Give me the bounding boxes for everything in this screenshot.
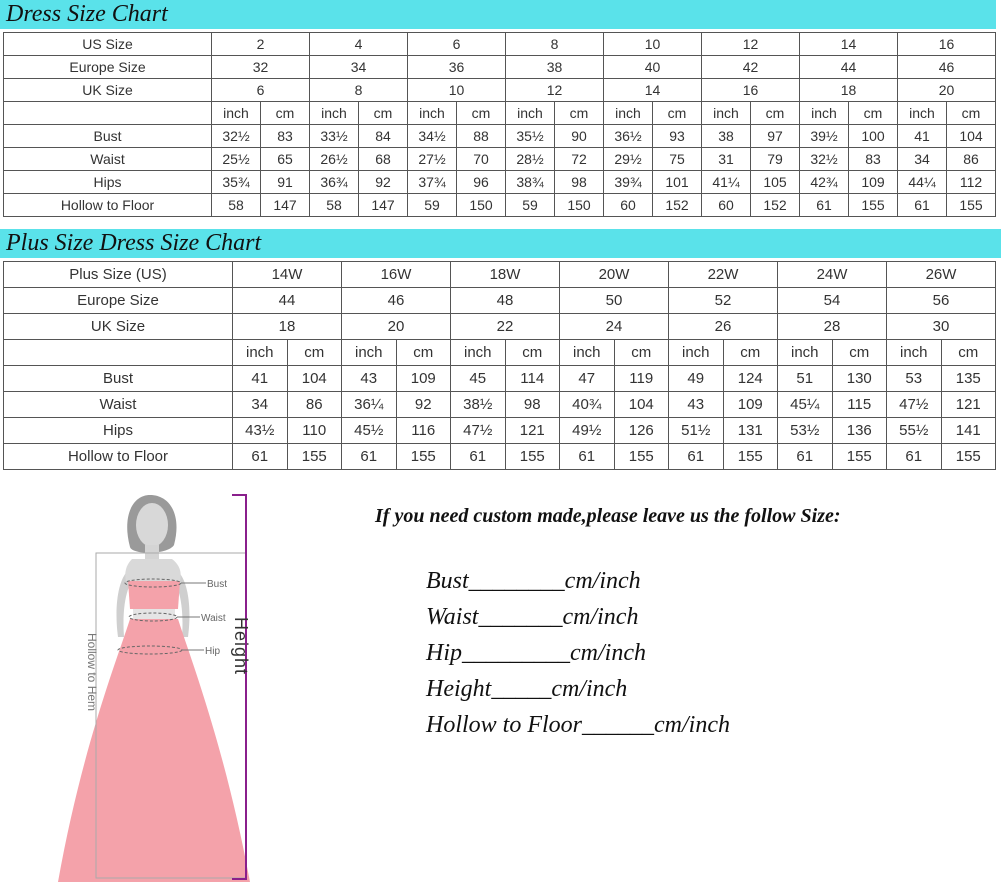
value-cell: 43 xyxy=(342,366,397,392)
value-cell: 53½ xyxy=(778,418,833,444)
value-cell: 61 xyxy=(560,444,615,470)
value-cell: 121 xyxy=(505,418,560,444)
row-label: Bust xyxy=(4,125,212,148)
table-row xyxy=(4,288,996,314)
unit-inch-cell: inch xyxy=(233,340,288,366)
value-cell: 27½ xyxy=(408,148,457,171)
value-cell: 33½ xyxy=(310,125,359,148)
value-cell: 155 xyxy=(396,444,451,470)
size-cell: 38 xyxy=(506,56,604,79)
plus-chart-title: Plus Size Dress Size Chart xyxy=(6,230,262,256)
size-cell: 32 xyxy=(212,56,310,79)
row-label xyxy=(4,340,233,366)
value-cell: 141 xyxy=(941,418,996,444)
value-cell: 34 xyxy=(898,148,947,171)
value-cell: 55½ xyxy=(887,418,942,444)
plus-size-table xyxy=(3,261,996,470)
size-cell: 10 xyxy=(604,33,702,56)
size-cell: 56 xyxy=(887,288,996,314)
dress-size-table xyxy=(3,32,996,217)
plus-size-chart-banner xyxy=(0,229,1001,258)
unit-cm-cell: cm xyxy=(359,102,408,125)
value-cell: 38¾ xyxy=(506,171,555,194)
row-label: Plus Size (US) xyxy=(4,262,233,288)
value-cell: 38½ xyxy=(451,392,506,418)
value-cell: 39¾ xyxy=(604,171,653,194)
custom-line-bust: Bust________cm/inch xyxy=(426,568,641,594)
value-cell: 34 xyxy=(233,392,288,418)
value-cell: 31 xyxy=(702,148,751,171)
bodice-shape xyxy=(128,581,180,609)
value-cell: 43 xyxy=(669,392,724,418)
unit-inch-cell: inch xyxy=(887,340,942,366)
table-row xyxy=(4,148,996,171)
value-cell: 96 xyxy=(457,171,506,194)
value-cell: 124 xyxy=(723,366,778,392)
value-cell: 61 xyxy=(233,444,288,470)
height-label: Height xyxy=(231,617,251,676)
value-cell: 130 xyxy=(832,366,887,392)
value-cell: 90 xyxy=(555,125,604,148)
unit-cm-cell: cm xyxy=(941,340,996,366)
size-cell: 20 xyxy=(342,314,451,340)
face-shape xyxy=(136,503,168,547)
value-cell: 147 xyxy=(359,194,408,217)
unit-inch-cell: inch xyxy=(212,102,261,125)
value-cell: 150 xyxy=(555,194,604,217)
unit-cm-cell: cm xyxy=(287,340,342,366)
size-cell: 12 xyxy=(506,79,604,102)
table-row xyxy=(4,366,996,392)
unit-inch-cell: inch xyxy=(669,340,724,366)
value-cell: 88 xyxy=(457,125,506,148)
row-label: Waist xyxy=(4,148,212,171)
unit-inch-cell: inch xyxy=(506,102,555,125)
hollow-to-hem-label: Hollow to Hem xyxy=(85,633,99,712)
size-cell: 46 xyxy=(342,288,451,314)
units-row xyxy=(4,340,996,366)
unit-cm-cell: cm xyxy=(723,340,778,366)
value-cell: 47½ xyxy=(887,392,942,418)
custom-line-height: Height_____cm/inch xyxy=(426,676,628,702)
value-cell: 61 xyxy=(887,444,942,470)
hip-label: Hip xyxy=(205,646,221,657)
size-cell: 10 xyxy=(408,79,506,102)
size-cell: 24 xyxy=(560,314,669,340)
size-cell: 18W xyxy=(451,262,560,288)
size-cell: 52 xyxy=(669,288,778,314)
unit-cm-cell: cm xyxy=(457,102,506,125)
size-cell: 24W xyxy=(778,262,887,288)
value-cell: 61 xyxy=(342,444,397,470)
size-cell: 36 xyxy=(408,56,506,79)
size-cell: 26 xyxy=(669,314,778,340)
size-cell: 20 xyxy=(898,79,996,102)
value-cell: 98 xyxy=(505,392,560,418)
size-cell: 44 xyxy=(233,288,342,314)
value-cell: 147 xyxy=(261,194,310,217)
size-cell: 8 xyxy=(506,33,604,56)
unit-cm-cell: cm xyxy=(947,102,996,125)
table-row xyxy=(4,418,996,444)
value-cell: 101 xyxy=(653,171,702,194)
unit-cm-cell: cm xyxy=(849,102,898,125)
value-cell: 41 xyxy=(233,366,288,392)
size-cell: 44 xyxy=(800,56,898,79)
value-cell: 155 xyxy=(723,444,778,470)
value-cell: 92 xyxy=(396,392,451,418)
value-cell: 98 xyxy=(555,171,604,194)
size-cell: 26W xyxy=(887,262,996,288)
custom-line-hip: Hip_________cm/inch xyxy=(426,640,646,666)
value-cell: 58 xyxy=(212,194,261,217)
value-cell: 39½ xyxy=(800,125,849,148)
value-cell: 112 xyxy=(947,171,996,194)
chart-title: Dress Size Chart xyxy=(6,1,168,27)
value-cell: 152 xyxy=(653,194,702,217)
row-label: Europe Size xyxy=(4,56,212,79)
value-cell: 49½ xyxy=(560,418,615,444)
value-cell: 41¼ xyxy=(702,171,751,194)
value-cell: 152 xyxy=(751,194,800,217)
value-cell: 45½ xyxy=(342,418,397,444)
value-cell: 59 xyxy=(506,194,555,217)
value-cell: 92 xyxy=(359,171,408,194)
value-cell: 32½ xyxy=(212,125,261,148)
value-cell: 93 xyxy=(653,125,702,148)
value-cell: 72 xyxy=(555,148,604,171)
value-cell: 155 xyxy=(505,444,560,470)
value-cell: 43½ xyxy=(233,418,288,444)
value-cell: 53 xyxy=(887,366,942,392)
table-row xyxy=(4,262,996,288)
size-cell: 20W xyxy=(560,262,669,288)
size-cell: 34 xyxy=(310,56,408,79)
neck-shape xyxy=(145,545,159,559)
waist-label: Waist xyxy=(201,613,226,624)
value-cell: 155 xyxy=(947,194,996,217)
value-cell: 61 xyxy=(800,194,849,217)
value-cell: 105 xyxy=(751,171,800,194)
unit-inch-cell: inch xyxy=(342,340,397,366)
value-cell: 59 xyxy=(408,194,457,217)
size-cell: 18 xyxy=(233,314,342,340)
size-cell: 4 xyxy=(310,33,408,56)
unit-cm-cell: cm xyxy=(261,102,310,125)
value-cell: 36½ xyxy=(604,125,653,148)
value-cell: 34½ xyxy=(408,125,457,148)
unit-cm-cell: cm xyxy=(751,102,800,125)
unit-inch-cell: inch xyxy=(778,340,833,366)
value-cell: 115 xyxy=(832,392,887,418)
size-cell: 14 xyxy=(800,33,898,56)
value-cell: 36¼ xyxy=(342,392,397,418)
value-cell: 136 xyxy=(832,418,887,444)
value-cell: 100 xyxy=(849,125,898,148)
unit-cm-cell: cm xyxy=(505,340,560,366)
value-cell: 109 xyxy=(723,392,778,418)
size-cell: 22W xyxy=(669,262,778,288)
value-cell: 51½ xyxy=(669,418,724,444)
row-label xyxy=(4,102,212,125)
value-cell: 68 xyxy=(359,148,408,171)
unit-cm-cell: cm xyxy=(832,340,887,366)
size-cell: 28 xyxy=(778,314,887,340)
value-cell: 86 xyxy=(947,148,996,171)
value-cell: 155 xyxy=(614,444,669,470)
table-row xyxy=(4,56,996,79)
value-cell: 37¾ xyxy=(408,171,457,194)
row-label: Hips xyxy=(4,171,212,194)
table-row xyxy=(4,194,996,217)
value-cell: 121 xyxy=(941,392,996,418)
value-cell: 83 xyxy=(261,125,310,148)
value-cell: 47 xyxy=(560,366,615,392)
value-cell: 86 xyxy=(287,392,342,418)
size-cell: 30 xyxy=(887,314,996,340)
dress-figure-image xyxy=(0,487,300,887)
row-label: Hollow to Floor xyxy=(4,444,233,470)
value-cell: 104 xyxy=(947,125,996,148)
size-cell: 40 xyxy=(604,56,702,79)
value-cell: 61 xyxy=(451,444,506,470)
dress-size-chart-banner xyxy=(0,0,996,29)
value-cell: 58 xyxy=(310,194,359,217)
value-cell: 155 xyxy=(849,194,898,217)
value-cell: 41 xyxy=(898,125,947,148)
row-label: Hips xyxy=(4,418,233,444)
value-cell: 119 xyxy=(614,366,669,392)
value-cell: 40¾ xyxy=(560,392,615,418)
size-cell: 6 xyxy=(408,33,506,56)
row-label: Hollow to Floor xyxy=(4,194,212,217)
value-cell: 60 xyxy=(702,194,751,217)
unit-cm-cell: cm xyxy=(653,102,702,125)
value-cell: 47½ xyxy=(451,418,506,444)
value-cell: 45¼ xyxy=(778,392,833,418)
unit-cm-cell: cm xyxy=(614,340,669,366)
size-cell: 18 xyxy=(800,79,898,102)
value-cell: 84 xyxy=(359,125,408,148)
value-cell: 109 xyxy=(396,366,451,392)
value-cell: 35½ xyxy=(506,125,555,148)
value-cell: 49 xyxy=(669,366,724,392)
value-cell: 29½ xyxy=(604,148,653,171)
value-cell: 61 xyxy=(778,444,833,470)
value-cell: 28½ xyxy=(506,148,555,171)
size-cell: 14W xyxy=(233,262,342,288)
units-row xyxy=(4,102,996,125)
size-cell: 8 xyxy=(310,79,408,102)
unit-inch-cell: inch xyxy=(408,102,457,125)
size-cell: 14 xyxy=(604,79,702,102)
unit-inch-cell: inch xyxy=(310,102,359,125)
value-cell: 116 xyxy=(396,418,451,444)
value-cell: 126 xyxy=(614,418,669,444)
value-cell: 60 xyxy=(604,194,653,217)
unit-cm-cell: cm xyxy=(396,340,451,366)
size-cell: 50 xyxy=(560,288,669,314)
row-label: Europe Size xyxy=(4,288,233,314)
value-cell: 91 xyxy=(261,171,310,194)
value-cell: 70 xyxy=(457,148,506,171)
value-cell: 51 xyxy=(778,366,833,392)
unit-inch-cell: inch xyxy=(800,102,849,125)
value-cell: 25½ xyxy=(212,148,261,171)
value-cell: 110 xyxy=(287,418,342,444)
unit-inch-cell: inch xyxy=(604,102,653,125)
size-cell: 22 xyxy=(451,314,560,340)
row-label: Waist xyxy=(4,392,233,418)
value-cell: 44¼ xyxy=(898,171,947,194)
table-row xyxy=(4,314,996,340)
custom-line-waist: Waist_______cm/inch xyxy=(426,604,639,630)
shoulders-shape xyxy=(125,559,180,581)
measurement-figure xyxy=(0,487,300,887)
table-row xyxy=(4,171,996,194)
value-cell: 109 xyxy=(849,171,898,194)
custom-size-list xyxy=(426,566,730,746)
value-cell: 155 xyxy=(287,444,342,470)
value-cell: 61 xyxy=(669,444,724,470)
value-cell: 131 xyxy=(723,418,778,444)
size-cell: 42 xyxy=(702,56,800,79)
row-label: US Size xyxy=(4,33,212,56)
size-cell: 16W xyxy=(342,262,451,288)
unit-inch-cell: inch xyxy=(898,102,947,125)
value-cell: 79 xyxy=(751,148,800,171)
value-cell: 155 xyxy=(941,444,996,470)
row-label: UK Size xyxy=(4,79,212,102)
value-cell: 45 xyxy=(451,366,506,392)
value-cell: 26½ xyxy=(310,148,359,171)
table-row xyxy=(4,79,996,102)
value-cell: 32½ xyxy=(800,148,849,171)
value-cell: 114 xyxy=(505,366,560,392)
value-cell: 42¾ xyxy=(800,171,849,194)
size-cell: 46 xyxy=(898,56,996,79)
value-cell: 35¾ xyxy=(212,171,261,194)
size-cell: 48 xyxy=(451,288,560,314)
size-cell: 2 xyxy=(212,33,310,56)
value-cell: 135 xyxy=(941,366,996,392)
table-row xyxy=(4,33,996,56)
value-cell: 36¾ xyxy=(310,171,359,194)
bust-label: Bust xyxy=(207,579,228,590)
custom-made-heading: If you need custom made,please leave us the follow Size: xyxy=(375,505,841,527)
size-cell: 6 xyxy=(212,79,310,102)
unit-inch-cell: inch xyxy=(702,102,751,125)
row-label: Bust xyxy=(4,366,233,392)
value-cell: 65 xyxy=(261,148,310,171)
value-cell: 104 xyxy=(614,392,669,418)
value-cell: 75 xyxy=(653,148,702,171)
value-cell: 83 xyxy=(849,148,898,171)
value-cell: 61 xyxy=(898,194,947,217)
value-cell: 150 xyxy=(457,194,506,217)
value-cell: 38 xyxy=(702,125,751,148)
table-row xyxy=(4,444,996,470)
value-cell: 155 xyxy=(832,444,887,470)
custom-line-hollow: Hollow to Floor______cm/inch xyxy=(426,712,730,738)
size-cell: 12 xyxy=(702,33,800,56)
unit-inch-cell: inch xyxy=(451,340,506,366)
unit-inch-cell: inch xyxy=(560,340,615,366)
table-row xyxy=(4,392,996,418)
size-cell: 54 xyxy=(778,288,887,314)
table-row xyxy=(4,125,996,148)
size-cell: 16 xyxy=(898,33,996,56)
size-cell: 16 xyxy=(702,79,800,102)
value-cell: 97 xyxy=(751,125,800,148)
unit-cm-cell: cm xyxy=(555,102,604,125)
value-cell: 104 xyxy=(287,366,342,392)
row-label: UK Size xyxy=(4,314,233,340)
